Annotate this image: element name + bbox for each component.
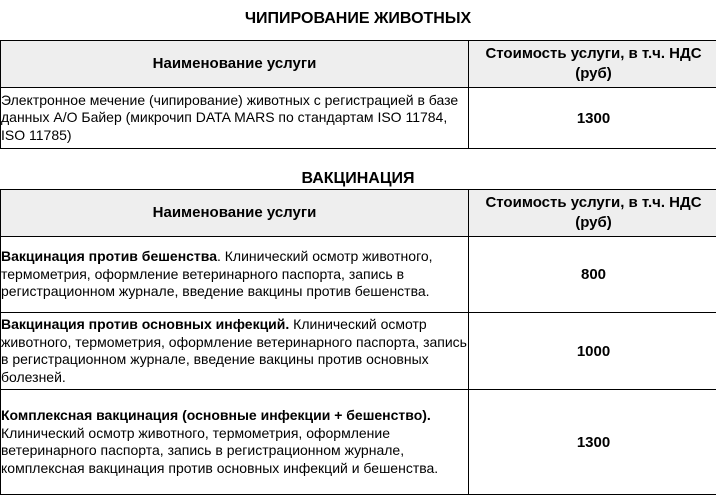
table-header-row [1, 190, 716, 237]
service-description [1, 390, 469, 495]
service-title: Комплексная вакцинация (основные инфекции + бешенство). [1, 407, 431, 423]
chipping-price-table [0, 40, 716, 149]
table-row [1, 237, 716, 313]
table-row [1, 88, 716, 149]
service-description [1, 313, 469, 390]
vaccination-section-title: ВАКЦИНАЦИЯ [0, 169, 716, 189]
table-row [1, 313, 716, 390]
column-header-price: Стоимость услуги, в т.ч. НДС (руб) [469, 190, 716, 237]
service-details: . Клинический осмотр животного, термометрия, оформление ветеринарного паспорта, запись в регистрационном журнале, введение вакцины против бешенства. [1, 248, 433, 299]
chipping-section-title: ЧИПИРОВАНИЕ ЖИВОТНЫХ [0, 9, 716, 29]
service-price: 1300 [469, 390, 716, 495]
service-description [1, 237, 469, 313]
vaccination-price-table [0, 189, 716, 495]
service-price: 800 [469, 237, 716, 313]
service-details: Клинический осмотр животного, термометрия, оформление ветеринарного паспорта, запись в регистрационном журнале, введение вакцины против основных болезней. [1, 316, 467, 385]
service-price: 1300 [469, 88, 716, 149]
service-title: Вакцинация против бешенства [1, 248, 217, 264]
column-header-service-name: Наименование услуги [1, 190, 469, 237]
service-price: 1000 [469, 313, 716, 390]
column-header-price: Стоимость услуги, в т.ч. НДС (руб) [469, 41, 716, 88]
table-header-row [1, 41, 716, 88]
service-title: Вакцинация против основных инфекций. [1, 316, 289, 332]
service-details: Клинический осмотр животного, термометрия, оформление ветеринарного паспорта, запись в регистрационном журнале, комплексная вакцинация против основных инфекций и бешенства. [1, 425, 438, 476]
column-header-service-name: Наименование услуги [1, 41, 469, 88]
service-description: Электронное мечение (чипирование) животных с регистрацией в базе данных А/О Байер (микрочип DATA MARS по стандартам ISO 11784, ISO 11785) [1, 88, 469, 149]
table-row [1, 390, 716, 495]
